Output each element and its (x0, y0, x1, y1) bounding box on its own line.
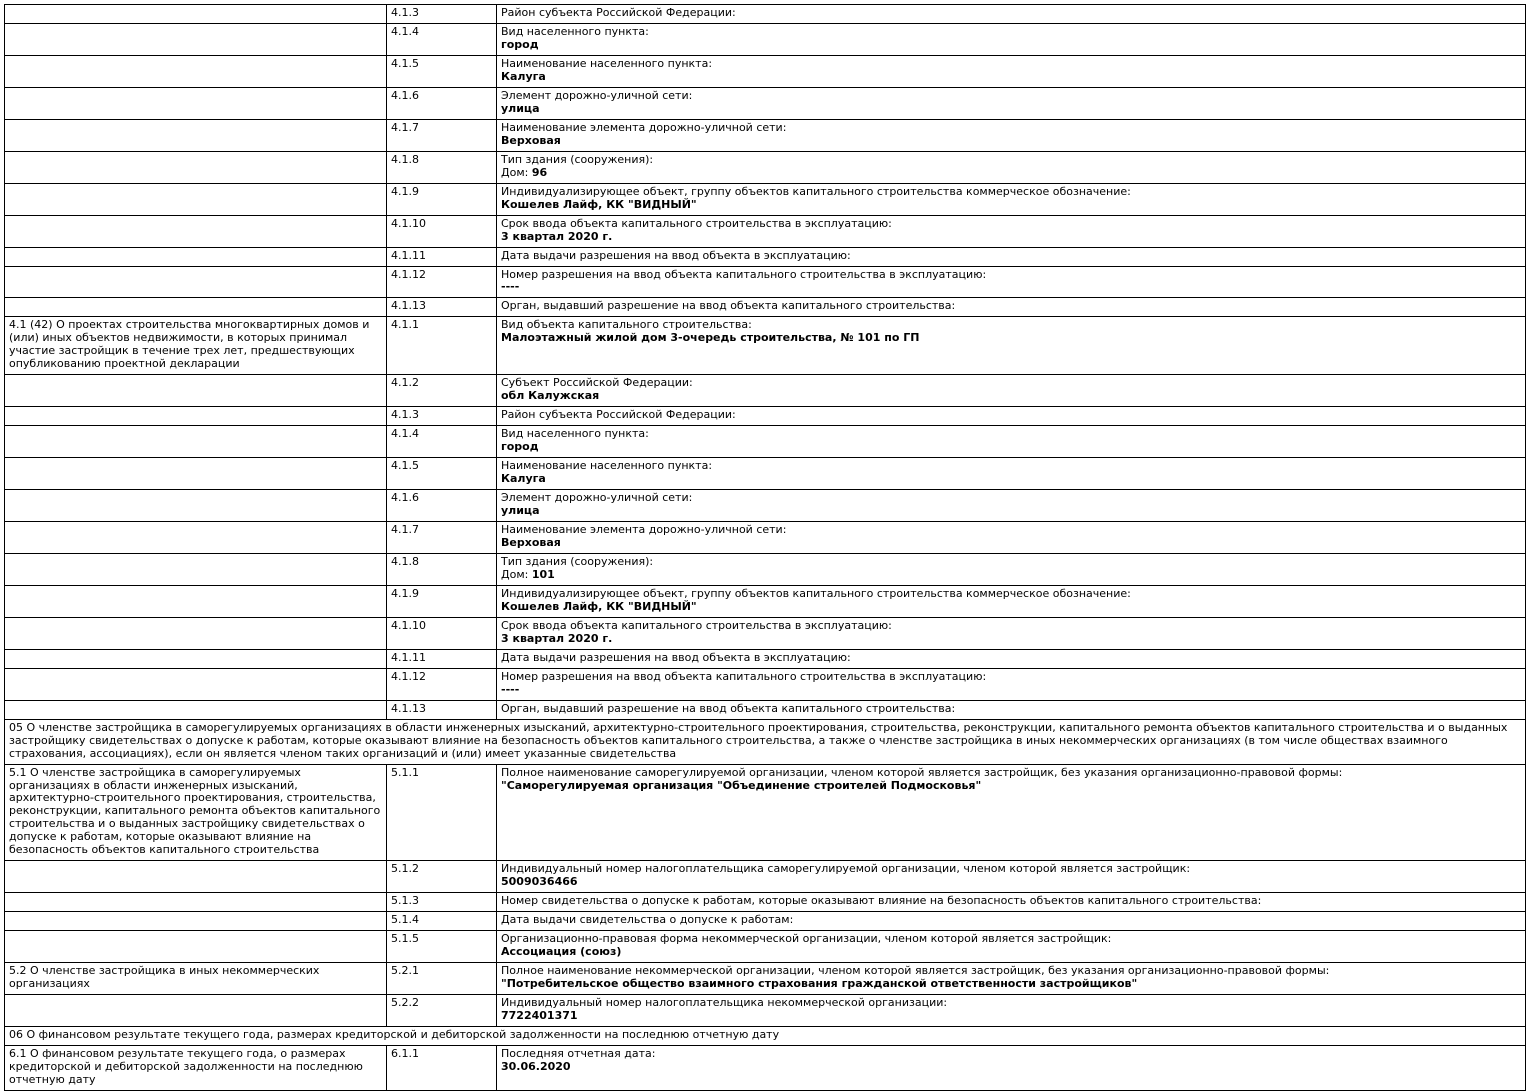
row-index: 4.1.9 (387, 585, 497, 617)
row-group-label (5, 995, 387, 1027)
row-content (497, 55, 1526, 87)
row-content (497, 764, 1526, 861)
row-content (497, 5, 1526, 24)
field-label: Элемент дорожно-уличной сети: (501, 88, 693, 102)
field-value: Калуга (501, 472, 546, 486)
row-index: 5.1.3 (387, 893, 497, 912)
table-row (5, 407, 1526, 426)
row-group-label (5, 298, 387, 317)
row-group-label (5, 553, 387, 585)
row-content (497, 119, 1526, 151)
field-value: Верховая (501, 133, 561, 147)
row-content (497, 931, 1526, 963)
table-row (5, 617, 1526, 649)
field-label: Вид объекта капитального строительства: (501, 318, 752, 332)
table-row (5, 1045, 1526, 1090)
row-content (497, 668, 1526, 700)
row-index: 4.1.5 (387, 55, 497, 87)
field-value: 30.06.2020 (501, 1059, 571, 1073)
field-label: Район субъекта Российской Федерации: (501, 6, 736, 19)
table-row (5, 183, 1526, 215)
row-group-label (5, 700, 387, 719)
row-content (497, 700, 1526, 719)
row-group-label (5, 931, 387, 963)
row-content (497, 995, 1526, 1027)
field-value: город (501, 440, 539, 454)
field-label: Орган, выдавший разрешение на ввод объекта капитального строительства: (501, 299, 956, 313)
row-content (497, 617, 1526, 649)
field-label: Вид населенного пункта: (501, 427, 649, 441)
table-row (5, 522, 1526, 554)
field-value: улица (501, 504, 540, 518)
field-value: город (501, 37, 539, 51)
row-group-label (5, 861, 387, 893)
table-row (5, 247, 1526, 266)
field-label: Тип здания (сооружения): (501, 152, 654, 166)
row-group-label (5, 151, 387, 183)
row-group-label (5, 649, 387, 668)
row-group-label (5, 5, 387, 24)
field-label: Вид населенного пункта: (501, 24, 649, 38)
field-value: 5009036466 (501, 875, 578, 889)
row-group-label: 6.1 О финансовом результате текущего года, о размерах кредиторской и дебиторской задолженности на последнюю отчетную дату (5, 1045, 387, 1090)
declaration-table (4, 4, 1526, 1091)
section-row (5, 1027, 1526, 1046)
field-label: Полное наименование саморегулируемой организации, членом которой является застройщик, без указания организационно-правовой формы: (501, 765, 1343, 779)
row-group-label (5, 617, 387, 649)
field-value: Кошелев Лайф, КК "ВИДНЫЙ" (501, 599, 697, 613)
row-group-label (5, 585, 387, 617)
field-label: Орган, выдавший разрешение на ввод объекта капитального строительства: (501, 701, 956, 715)
row-content (497, 151, 1526, 183)
table-row (5, 912, 1526, 931)
row-content (497, 1045, 1526, 1090)
field-label: Организационно-правовая форма некоммерческой организации, членом которой является застройщик: (501, 932, 1112, 946)
row-content (497, 963, 1526, 995)
row-content (497, 215, 1526, 247)
field-label: Район субъекта Российской Федерации: (501, 408, 736, 422)
row-index: 4.1.4 (387, 23, 497, 55)
row-index: 4.1.10 (387, 215, 497, 247)
row-content (497, 893, 1526, 912)
section-row (5, 719, 1526, 764)
row-content (497, 426, 1526, 458)
row-index: 4.1.7 (387, 522, 497, 554)
row-group-label (5, 183, 387, 215)
table-row (5, 266, 1526, 298)
table-body (5, 5, 1526, 1091)
table-row (5, 700, 1526, 719)
field-value: Малоэтажный жилой дом 3-очередь строительства, № 101 по ГП (501, 331, 920, 345)
field-value: "Саморегулируемая организация "Объединение строителей Подмосковья" (501, 778, 982, 792)
field-value-line (501, 569, 1521, 582)
row-group-label (5, 87, 387, 119)
row-index: 5.1.4 (387, 912, 497, 931)
table-row (5, 995, 1526, 1027)
row-content (497, 23, 1526, 55)
row-group-label (5, 490, 387, 522)
row-index: 4.1.8 (387, 553, 497, 585)
row-group-label (5, 893, 387, 912)
row-index: 4.1.7 (387, 119, 497, 151)
row-group-label (5, 426, 387, 458)
field-label: Дата выдачи разрешения на ввод объекта в эксплуатацию: (501, 650, 851, 664)
row-index: 4.1.9 (387, 183, 497, 215)
row-group-label: 5.2 О членстве застройщика в иных некоммерческих организациях (5, 963, 387, 995)
row-index: 5.1.1 (387, 764, 497, 861)
field-label: Индивидуализирующее объект, группу объектов капитального строительства коммерческое обозначение: (501, 586, 1131, 600)
field-label: Элемент дорожно-уличной сети: (501, 491, 693, 505)
field-value: 7722401371 (501, 1009, 578, 1023)
field-label: Дата выдачи разрешения на ввод объекта в эксплуатацию: (501, 248, 851, 262)
row-content (497, 183, 1526, 215)
row-content (497, 266, 1526, 298)
row-index: 4.1.10 (387, 617, 497, 649)
row-group-label (5, 912, 387, 931)
table-row (5, 668, 1526, 700)
row-index: 4.1.3 (387, 5, 497, 24)
field-label: Индивидуализирующее объект, группу объектов капитального строительства коммерческое обозначение: (501, 184, 1131, 198)
row-group-label (5, 522, 387, 554)
table-row (5, 553, 1526, 585)
row-content (497, 553, 1526, 585)
section-heading: 05 О членстве застройщика в саморегулируемых организациях в области инженерных изысканий, архитектурно-строительного проектирования, строительства, реконструкции, капитального ремонта объектов капитального строительства и о выданных застройщику свидетельствах о допуске к работам, которые оказывают влияние на безопасность объектов капитального строительства, а также о членстве застройщика в иных некоммерческих организациях (в том числе обществах взаимного страхования, ассоциациях), если он является членом таких организаций и (или) имеет указанные свидетельства (5, 719, 1526, 764)
row-index: 4.1.8 (387, 151, 497, 183)
table-row (5, 893, 1526, 912)
row-group-label (5, 668, 387, 700)
field-value: улица (501, 101, 540, 115)
field-label: Индивидуальный номер налогоплательщика некоммерческой организации: (501, 996, 948, 1010)
table-row (5, 215, 1526, 247)
row-content (497, 87, 1526, 119)
field-value: 101 (531, 567, 555, 581)
row-content (497, 912, 1526, 931)
row-group-label (5, 266, 387, 298)
field-sublabel: Дом: (501, 165, 529, 179)
row-index: 4.1.11 (387, 247, 497, 266)
row-index: 4.1.11 (387, 649, 497, 668)
row-index: 6.1.1 (387, 1045, 497, 1090)
field-value: "Потребительское общество взаимного страхования гражданской ответственности застройщиков" (501, 977, 1138, 991)
field-label: Срок ввода объекта капитального строительства в эксплуатацию: (501, 618, 892, 632)
field-value: Ассоциация (союз) (501, 945, 622, 959)
row-index: 4.1.3 (387, 407, 497, 426)
table-row (5, 119, 1526, 151)
table-row (5, 764, 1526, 861)
row-content (497, 298, 1526, 317)
table-row (5, 87, 1526, 119)
row-index: 5.2.2 (387, 995, 497, 1027)
row-index: 4.1.2 (387, 375, 497, 407)
field-label: Номер разрешения на ввод объекта капитального строительства в эксплуатацию: (501, 267, 987, 281)
field-label: Наименование населенного пункта: (501, 56, 713, 70)
row-content (497, 247, 1526, 266)
table-row (5, 298, 1526, 317)
field-label: Полное наименование некоммерческой организации, членом которой является застройщик, без указания организационно-правовой формы: (501, 964, 1330, 978)
row-group-label (5, 215, 387, 247)
field-label: Срок ввода объекта капитального строительства в эксплуатацию: (501, 216, 892, 230)
table-row (5, 55, 1526, 87)
section-heading: 06 О финансовом результате текущего года, размерах кредиторской и дебиторской задолженности на последнюю отчетную дату (5, 1027, 1526, 1046)
field-value: обл Калужская (501, 389, 600, 403)
field-value: 3 квартал 2020 г. (501, 229, 613, 243)
field-value: Кошелев Лайф, КК "ВИДНЫЙ" (501, 197, 697, 211)
field-label: Номер свидетельства о допуске к работам, которые оказывают влияние на безопасность объектов капитального строительства: (501, 894, 1262, 908)
row-index: 4.1.1 (387, 317, 497, 375)
field-sublabel: Дом: (501, 567, 529, 581)
row-index: 4.1.6 (387, 490, 497, 522)
table-row (5, 458, 1526, 490)
field-label: Субъект Российской Федерации: (501, 376, 693, 390)
row-index: 4.1.4 (387, 426, 497, 458)
row-content (497, 407, 1526, 426)
row-content (497, 375, 1526, 407)
field-value: 96 (531, 165, 548, 179)
row-group-label (5, 23, 387, 55)
table-row (5, 375, 1526, 407)
table-row (5, 649, 1526, 668)
table-row (5, 317, 1526, 375)
row-index: 4.1.12 (387, 668, 497, 700)
document-page (4, 0, 1525, 1091)
field-value: ---- (501, 280, 520, 294)
table-row (5, 490, 1526, 522)
row-index: 4.1.6 (387, 87, 497, 119)
table-row (5, 931, 1526, 963)
field-label: Номер разрешения на ввод объекта капитального строительства в эксплуатацию: (501, 669, 987, 683)
field-label: Последняя отчетная дата: (501, 1046, 656, 1060)
row-content (497, 649, 1526, 668)
row-index: 4.1.13 (387, 298, 497, 317)
row-index: 4.1.13 (387, 700, 497, 719)
row-content (497, 585, 1526, 617)
row-group-label (5, 55, 387, 87)
field-value-line (501, 167, 1521, 180)
field-label: Индивидуальный номер налогоплательщика саморегулируемой организации, членом которой является застройщик: (501, 862, 1191, 876)
row-index: 5.2.1 (387, 963, 497, 995)
row-content (497, 861, 1526, 893)
row-group-label: 4.1 (42) О проектах строительства многоквартирных домов и (или) иных объектов недвижимости, в которых принимал участие застройщик в течение трех лет, предшествующих опубликованию проектной декларации (5, 317, 387, 375)
row-group-label (5, 247, 387, 266)
row-group-label (5, 407, 387, 426)
row-group-label (5, 458, 387, 490)
row-index: 4.1.12 (387, 266, 497, 298)
table-row (5, 151, 1526, 183)
field-value: 3 квартал 2020 г. (501, 631, 613, 645)
row-content (497, 317, 1526, 375)
table-row (5, 426, 1526, 458)
row-group-label: 5.1 О членстве застройщика в саморегулируемых организациях в области инженерных изысканий, архитектурно-строительного проектирования, строительства, реконструкции, капитального ремонта объектов капитального строительства и о выданных застройщику свидетельствах о допуске к работам, которые оказывают влияние на безопасность объектов капитального строительства (5, 764, 387, 861)
row-index: 4.1.5 (387, 458, 497, 490)
table-row (5, 861, 1526, 893)
table-row (5, 5, 1526, 24)
row-index: 5.1.5 (387, 931, 497, 963)
table-row (5, 963, 1526, 995)
table-row (5, 585, 1526, 617)
row-content (497, 458, 1526, 490)
row-index: 5.1.2 (387, 861, 497, 893)
row-group-label (5, 119, 387, 151)
field-label: Тип здания (сооружения): (501, 554, 654, 568)
field-label: Наименование элемента дорожно-уличной сети: (501, 120, 787, 134)
row-content (497, 490, 1526, 522)
field-value: ---- (501, 682, 520, 696)
field-value: Верховая (501, 535, 561, 549)
row-group-label (5, 375, 387, 407)
field-value: Калуга (501, 69, 546, 83)
table-row (5, 23, 1526, 55)
row-content (497, 522, 1526, 554)
field-label: Наименование населенного пункта: (501, 459, 713, 473)
field-label: Дата выдачи свидетельства о допуске к работам: (501, 913, 794, 927)
field-label: Наименование элемента дорожно-уличной сети: (501, 523, 787, 536)
